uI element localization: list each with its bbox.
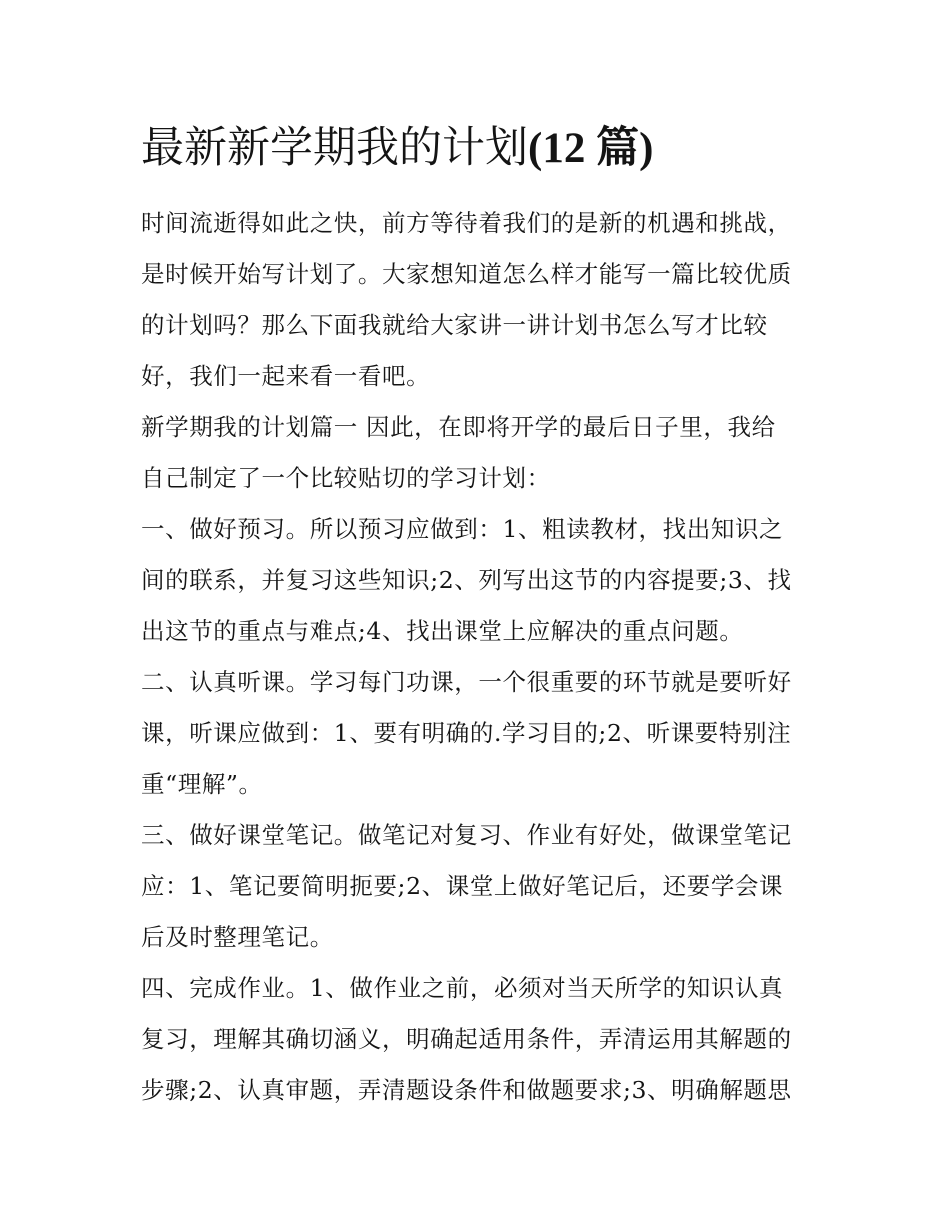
text-line: 一、做好预习。所以预习应做到：1、粗读教材，找出知识之 <box>141 515 784 543</box>
text-line: 后及时整理笔记。 <box>141 923 334 951</box>
text-line: 二、认真听课。学习每门功课，一个很重要的环节就是要听好 <box>141 668 792 696</box>
text-line: 新学期我的计划篇一 因此，在即将开学的最后日子里，我给 <box>141 413 776 441</box>
title-suffix: (12 篇) <box>528 125 654 172</box>
text-line: 步骤;2、认真审题，弄清题设条件和做题要求;3、明确解题思 <box>141 1076 792 1104</box>
text-line: 课，听课应做到：1、要有明确的.学习目的;2、听课要特别注 <box>141 719 792 747</box>
text-line: 四、完成作业。1、做作业之前，必须对当天所学的知识认真 <box>141 974 784 1002</box>
text-line: 重“理解”。 <box>141 770 263 798</box>
text-line: 自己制定了一个比较贴切的学习计划： <box>141 464 551 492</box>
text-line: 复习，理解其确切涵义，明确起适用条件，弄清运用其解题的 <box>141 1025 792 1053</box>
text-line: 出这节的重点与难点;4、找出课堂上应解决的重点问题。 <box>141 617 744 645</box>
text-line: 的计划吗？那么下面我就给大家讲一讲计划书怎么写才比较 <box>141 311 768 339</box>
text-line: 好，我们一起来看一看吧。 <box>141 362 431 390</box>
title-main: 最新新学期我的计划 <box>141 123 528 173</box>
text-line: 三、做好课堂笔记。做笔记对复习、作业有好处，做课堂笔记 <box>141 821 792 849</box>
text-line: 时间流逝得如此之快，前方等待着我们的是新的机遇和挑战， <box>141 209 792 237</box>
document-body <box>141 198 821 1116</box>
document-title <box>141 118 653 179</box>
text-line: 间的联系，并复习这些知识;2、列写出这节的内容提要;3、找 <box>141 566 792 594</box>
text-line: 应：1、笔记要简明扼要;2、课堂上做好笔记后，还要学会课 <box>141 872 784 900</box>
text-line: 是时候开始写计划了。大家想知道怎么样才能写一篇比较优质 <box>141 260 792 288</box>
